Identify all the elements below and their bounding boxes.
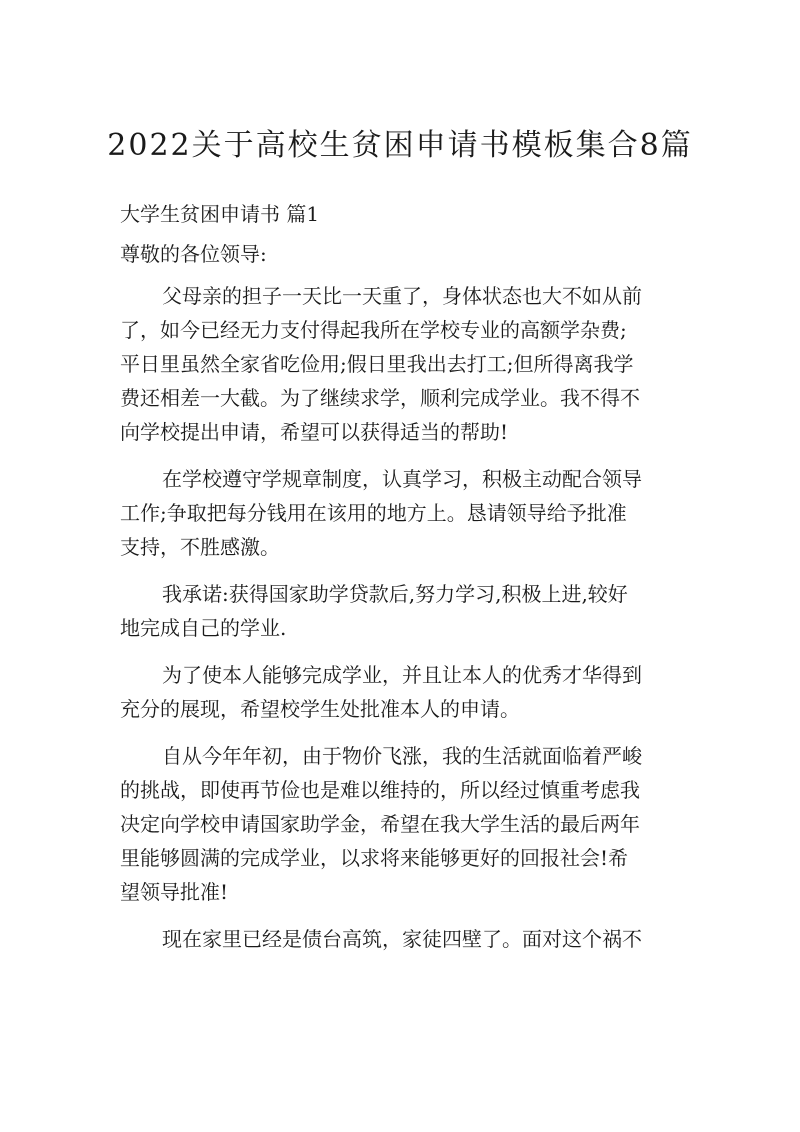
section-heading: 大学生贫困申请书 篇1 — [120, 202, 320, 226]
body-paragraph — [120, 462, 686, 564]
paragraph-line: 父母亲的担子一天比一天重了，身体状态也大不如从前 — [162, 284, 642, 308]
body-paragraph — [120, 922, 686, 956]
paragraph-line: 工作;争取把每分钱用在该用的地方上。恳请领导给予批准 — [120, 501, 627, 525]
paragraph-line: 了，如今已经无力支付得起我所在学校专业的高额学杂费; — [120, 318, 627, 342]
body-paragraph — [120, 739, 686, 909]
paragraph-line: 我承诺:获得国家助学贷款后,努力学习,积极上进,较好 — [162, 582, 628, 606]
paragraph-line: 的挑战，即使再节俭也是难以维持的，所以经过慎重考虑我 — [120, 778, 640, 802]
paragraph-line: 支持，不胜感激。 — [120, 535, 280, 559]
paragraph-line: 充分的展现，希望校学生处批准本人的申请。 — [120, 697, 520, 721]
paragraph-line: 地完成自己的学业. — [120, 616, 287, 640]
paragraph-line: 里能够圆满的完成学业，以求将来能够更好的回报社会!希 — [120, 846, 629, 870]
document-title: 2022关于高校生贫困申请书模板集合8篇 — [107, 128, 693, 163]
paragraph-line: 费还相差一大截。为了继续求学，顺利完成学业。我不得不 — [120, 386, 640, 410]
body-paragraph — [120, 577, 686, 645]
paragraph-line: 为了使本人能够完成学业，并且让本人的优秀才华得到 — [162, 663, 642, 687]
paragraph-line: 平日里虽然全家省吃俭用;假日里我出去打工;但所得离我学 — [120, 352, 634, 376]
paragraph-line: 向学校提出申请，希望可以获得适当的帮助! — [120, 420, 509, 444]
document-body — [120, 279, 686, 956]
paragraph-line: 望领导批准! — [120, 880, 229, 904]
paragraph-line: 自从今年年初，由于物价飞涨，我的生活就面临着严峻 — [162, 744, 642, 768]
paragraph-line: 现在家里已经是债台高筑，家徒四壁了。面对这个祸不 — [162, 927, 642, 951]
body-paragraph — [120, 658, 686, 726]
paragraph-line: 决定向学校申请国家助学金，希望在我大学生活的最后两年 — [120, 812, 640, 836]
body-paragraph — [120, 279, 686, 449]
salutation: 尊敬的各位领导: — [120, 242, 267, 266]
paragraph-line: 在学校遵守学规章制度，认真学习，积极主动配合领导 — [162, 467, 642, 491]
